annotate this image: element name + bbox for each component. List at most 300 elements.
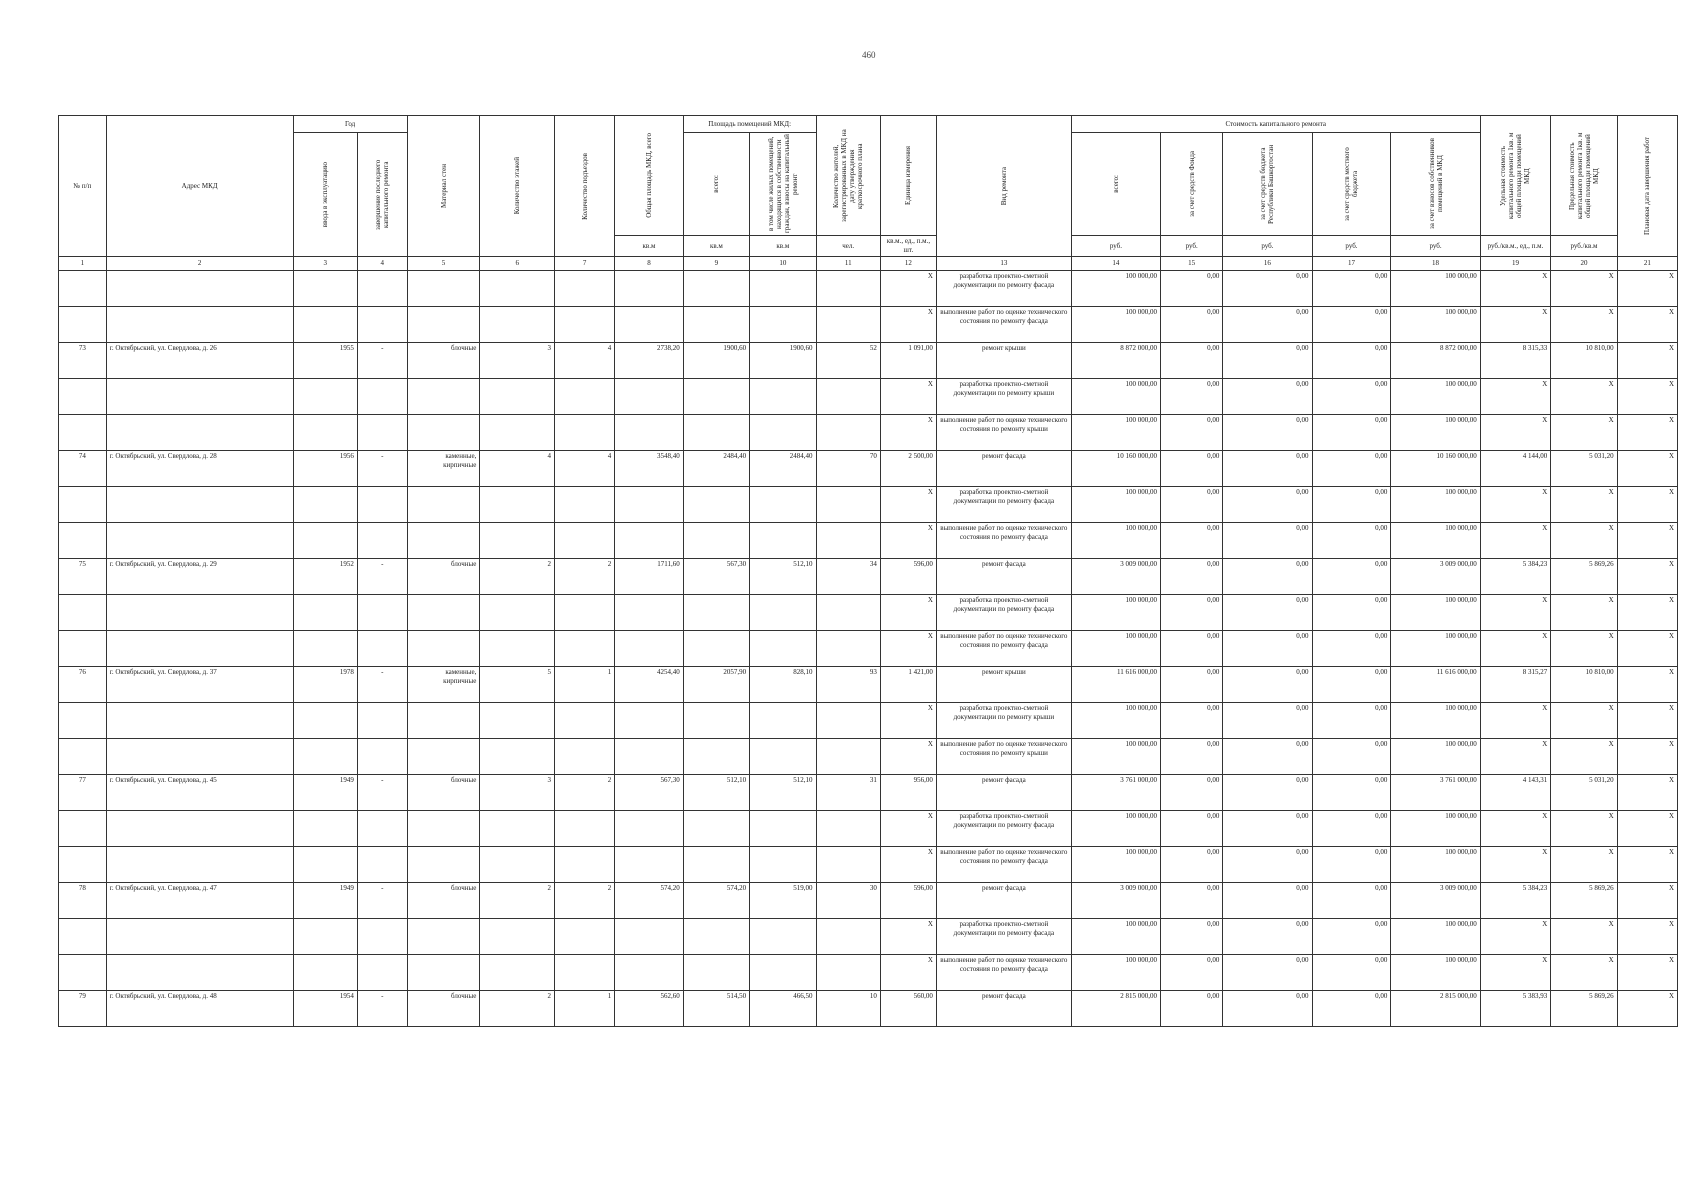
table-row [59, 883, 1678, 919]
cell-floors [480, 811, 555, 847]
cell-cost-fund: 0,00 [1161, 811, 1223, 847]
column-number: 14 [1071, 257, 1160, 271]
cell-area-total [683, 919, 749, 955]
cell-cost-total: 100 000,00 [1071, 595, 1160, 631]
cell-limit-cost: X [1551, 595, 1617, 631]
cell-limit-cost: 5 869,26 [1551, 883, 1617, 919]
cell-limit-cost: 5 869,26 [1551, 991, 1617, 1027]
cell-commissioning-year [293, 487, 357, 523]
cell-residents [816, 631, 880, 667]
cell-area-residential [750, 487, 816, 523]
cell-cost-owners: 11 616 000,00 [1391, 667, 1480, 703]
cell-unit-cost: X [1480, 919, 1551, 955]
cell-floors: 5 [480, 667, 555, 703]
unit-10: кв.м [750, 236, 816, 257]
column-number: 4 [357, 257, 407, 271]
cell-quantity: X [880, 703, 936, 739]
cell-unit-cost: X [1480, 487, 1551, 523]
cell-cost-fund: 0,00 [1161, 883, 1223, 919]
cell-entrances: 1 [555, 667, 615, 703]
cell-unit-cost: X [1480, 271, 1551, 307]
cell-planned-date: X [1617, 559, 1677, 595]
cell-cost-total: 100 000,00 [1071, 307, 1160, 343]
cell-floors [480, 415, 555, 451]
cell-cost-local: 0,00 [1312, 451, 1391, 487]
cell-area-residential: 2484,40 [750, 451, 816, 487]
cell-cost-fund: 0,00 [1161, 847, 1223, 883]
cell-planned-date: X [1617, 379, 1677, 415]
cell-total-area [615, 955, 683, 991]
cell-commissioning-year [293, 811, 357, 847]
cell-cost-total: 100 000,00 [1071, 703, 1160, 739]
cell-limit-cost: X [1551, 523, 1617, 559]
cell-cost-fund: 0,00 [1161, 559, 1223, 595]
cell-wall-material [407, 595, 480, 631]
cell-row-number: 77 [59, 775, 107, 811]
cell-residents [816, 703, 880, 739]
capital-repair-table [58, 115, 1678, 1027]
cell-area-total [683, 379, 749, 415]
cell-entrances: 2 [555, 883, 615, 919]
cell-floors [480, 487, 555, 523]
cell-row-number [59, 379, 107, 415]
cell-address: г. Октябрьский, ул. Свердлова, д. 48 [106, 991, 293, 1027]
cell-wall-material: каменные, кирпичные [407, 667, 480, 703]
cell-residents [816, 739, 880, 775]
cell-total-area [615, 379, 683, 415]
cell-cost-local: 0,00 [1312, 775, 1391, 811]
cell-row-number [59, 811, 107, 847]
cell-planned-date: X [1617, 919, 1677, 955]
cell-cost-fund: 0,00 [1161, 667, 1223, 703]
cell-row-number [59, 955, 107, 991]
cell-entrances [555, 271, 615, 307]
cell-repair-type: выполнение работ по оценке технического состояния по ремонту фасада [936, 955, 1071, 991]
cell-last-repair-year [357, 739, 407, 775]
cell-cost-owners: 3 009 000,00 [1391, 883, 1480, 919]
column-number: 20 [1551, 257, 1617, 271]
cell-cost-total: 100 000,00 [1071, 379, 1160, 415]
cell-planned-date: X [1617, 631, 1677, 667]
cell-total-area: 3548,40 [615, 451, 683, 487]
cell-quantity: 2 500,00 [880, 451, 936, 487]
cell-last-repair-year [357, 631, 407, 667]
cell-limit-cost: X [1551, 811, 1617, 847]
column-number: 21 [1617, 257, 1677, 271]
cell-planned-date: X [1617, 595, 1677, 631]
cell-residents [816, 811, 880, 847]
cell-cost-republic: 0,00 [1223, 811, 1312, 847]
cell-quantity: 596,00 [880, 559, 936, 595]
cell-cost-local: 0,00 [1312, 667, 1391, 703]
column-number: 3 [293, 257, 357, 271]
cell-cost-owners: 3 009 000,00 [1391, 559, 1480, 595]
cell-cost-local: 0,00 [1312, 811, 1391, 847]
cell-row-number [59, 307, 107, 343]
cell-cost-total: 100 000,00 [1071, 919, 1160, 955]
cell-wall-material: блочные [407, 991, 480, 1027]
cell-commissioning-year [293, 955, 357, 991]
cell-cost-republic: 0,00 [1223, 847, 1312, 883]
header-cost-owners: за счет взносов собственников помещений в МКД [1391, 133, 1480, 236]
cell-total-area [615, 487, 683, 523]
cell-unit-cost: X [1480, 811, 1551, 847]
header-address: Адрес МКД [106, 116, 293, 257]
column-number: 8 [615, 257, 683, 271]
cell-area-total: 2057,90 [683, 667, 749, 703]
table-row [59, 451, 1678, 487]
cell-cost-total: 100 000,00 [1071, 631, 1160, 667]
cell-address [106, 847, 293, 883]
column-number: 16 [1223, 257, 1312, 271]
cell-cost-republic: 0,00 [1223, 451, 1312, 487]
column-number: 6 [480, 257, 555, 271]
column-number: 11 [816, 257, 880, 271]
cell-limit-cost: X [1551, 631, 1617, 667]
cell-cost-republic: 0,00 [1223, 595, 1312, 631]
cell-row-number: 73 [59, 343, 107, 379]
cell-residents: 31 [816, 775, 880, 811]
cell-residents: 34 [816, 559, 880, 595]
cell-cost-local: 0,00 [1312, 883, 1391, 919]
cell-row-number [59, 631, 107, 667]
cell-cost-republic: 0,00 [1223, 523, 1312, 559]
cell-row-number [59, 523, 107, 559]
cell-residents [816, 523, 880, 559]
table-row [59, 523, 1678, 559]
column-number: 19 [1480, 257, 1551, 271]
cell-entrances [555, 379, 615, 415]
column-number: 17 [1312, 257, 1391, 271]
cell-planned-date: X [1617, 739, 1677, 775]
cell-cost-fund: 0,00 [1161, 955, 1223, 991]
cell-planned-date: X [1617, 847, 1677, 883]
cell-total-area: 1711,60 [615, 559, 683, 595]
table-row [59, 343, 1678, 379]
cell-cost-total: 3 009 000,00 [1071, 559, 1160, 595]
cell-wall-material: блочные [407, 343, 480, 379]
cell-commissioning-year: 1978 [293, 667, 357, 703]
cell-area-residential: 466,50 [750, 991, 816, 1027]
header-area-residential: в том числе жилых помещений, находящихся в собственности граждан, взносы на капитальный ремонт [750, 133, 816, 236]
cell-area-total: 514,50 [683, 991, 749, 1027]
cell-cost-fund: 0,00 [1161, 343, 1223, 379]
cell-unit-cost: 5 383,93 [1480, 991, 1551, 1027]
cell-area-residential: 512,10 [750, 559, 816, 595]
cell-area-total [683, 631, 749, 667]
cell-cost-total: 100 000,00 [1071, 955, 1160, 991]
cell-quantity: X [880, 811, 936, 847]
cell-unit-cost: X [1480, 307, 1551, 343]
cell-cost-owners: 100 000,00 [1391, 739, 1480, 775]
cell-address [106, 811, 293, 847]
cell-quantity: 956,00 [880, 775, 936, 811]
cell-unit-cost: 5 384,23 [1480, 883, 1551, 919]
cell-unit-cost: X [1480, 703, 1551, 739]
cell-limit-cost: X [1551, 703, 1617, 739]
cell-cost-total: 8 872 000,00 [1071, 343, 1160, 379]
cell-quantity: X [880, 847, 936, 883]
cell-entrances [555, 415, 615, 451]
cell-row-number [59, 739, 107, 775]
cell-address [106, 631, 293, 667]
cell-floors: 4 [480, 451, 555, 487]
unit-16: руб. [1223, 236, 1312, 257]
cell-unit-cost: 8 315,33 [1480, 343, 1551, 379]
column-number-row [59, 257, 1678, 271]
cell-entrances: 2 [555, 559, 615, 595]
cell-area-residential [750, 847, 816, 883]
cell-cost-local: 0,00 [1312, 595, 1391, 631]
cell-floors: 2 [480, 883, 555, 919]
cell-cost-owners: 100 000,00 [1391, 487, 1480, 523]
cell-cost-local: 0,00 [1312, 739, 1391, 775]
cell-residents [816, 919, 880, 955]
cell-row-number: 74 [59, 451, 107, 487]
cell-planned-date: X [1617, 343, 1677, 379]
cell-area-total [683, 307, 749, 343]
cell-cost-local: 0,00 [1312, 631, 1391, 667]
cell-row-number [59, 703, 107, 739]
cell-cost-owners: 8 872 000,00 [1391, 343, 1480, 379]
cell-entrances [555, 487, 615, 523]
cell-last-repair-year: - [357, 559, 407, 595]
header-area-total: всего: [683, 133, 749, 236]
cell-limit-cost: 5 869,26 [1551, 559, 1617, 595]
cell-cost-republic: 0,00 [1223, 667, 1312, 703]
cell-address: г. Октябрьский, ул. Свердлова, д. 45 [106, 775, 293, 811]
cell-repair-type: разработка проектно-сметной документации по ремонту фасада [936, 271, 1071, 307]
cell-quantity: X [880, 523, 936, 559]
cell-cost-owners: 100 000,00 [1391, 595, 1480, 631]
cell-commissioning-year [293, 379, 357, 415]
cell-cost-total: 100 000,00 [1071, 811, 1160, 847]
cell-last-repair-year [357, 523, 407, 559]
table-row [59, 487, 1678, 523]
cell-cost-total: 3 761 000,00 [1071, 775, 1160, 811]
cell-planned-date: X [1617, 415, 1677, 451]
cell-total-area [615, 523, 683, 559]
cell-entrances [555, 739, 615, 775]
cell-unit-cost: 4 143,31 [1480, 775, 1551, 811]
table-row [59, 667, 1678, 703]
table-row [59, 847, 1678, 883]
cell-limit-cost: X [1551, 739, 1617, 775]
cell-repair-type: разработка проектно-сметной документации по ремонту крыши [936, 703, 1071, 739]
cell-cost-fund: 0,00 [1161, 703, 1223, 739]
cell-area-residential [750, 811, 816, 847]
cell-last-repair-year [357, 415, 407, 451]
cell-row-number [59, 271, 107, 307]
cell-area-residential: 1900,60 [750, 343, 816, 379]
cell-quantity: X [880, 739, 936, 775]
cell-row-number: 76 [59, 667, 107, 703]
cell-repair-type: разработка проектно-сметной документации по ремонту фасада [936, 487, 1071, 523]
cell-cost-local: 0,00 [1312, 559, 1391, 595]
cell-cost-republic: 0,00 [1223, 487, 1312, 523]
cell-floors [480, 307, 555, 343]
cell-quantity: X [880, 595, 936, 631]
cell-entrances: 1 [555, 991, 615, 1027]
cell-cost-owners: 100 000,00 [1391, 847, 1480, 883]
column-number: 13 [936, 257, 1071, 271]
cell-cost-fund: 0,00 [1161, 487, 1223, 523]
cell-wall-material [407, 307, 480, 343]
cell-repair-type: выполнение работ по оценке технического состояния по ремонту фасада [936, 523, 1071, 559]
cell-area-residential [750, 919, 816, 955]
table-row [59, 415, 1678, 451]
cell-commissioning-year: 1955 [293, 343, 357, 379]
cell-cost-fund: 0,00 [1161, 991, 1223, 1027]
cell-cost-owners: 100 000,00 [1391, 523, 1480, 559]
cell-address [106, 919, 293, 955]
cell-quantity: X [880, 955, 936, 991]
cell-cost-total: 3 009 000,00 [1071, 883, 1160, 919]
cell-row-number: 75 [59, 559, 107, 595]
cell-wall-material [407, 955, 480, 991]
cell-residents [816, 595, 880, 631]
cell-wall-material [407, 415, 480, 451]
cell-last-repair-year: - [357, 451, 407, 487]
cell-area-total [683, 595, 749, 631]
table-row [59, 631, 1678, 667]
cell-unit-cost: X [1480, 739, 1551, 775]
cell-cost-owners: 10 160 000,00 [1391, 451, 1480, 487]
cell-commissioning-year: 1956 [293, 451, 357, 487]
cell-limit-cost: 5 031,20 [1551, 775, 1617, 811]
cell-cost-republic: 0,00 [1223, 415, 1312, 451]
cell-floors [480, 271, 555, 307]
column-number: 15 [1161, 257, 1223, 271]
cell-cost-local: 0,00 [1312, 523, 1391, 559]
cell-cost-local: 0,00 [1312, 919, 1391, 955]
cell-area-residential [750, 595, 816, 631]
header-entrances: Количество подъездов [555, 116, 615, 257]
cell-cost-owners: 100 000,00 [1391, 811, 1480, 847]
cell-cost-republic: 0,00 [1223, 631, 1312, 667]
cell-commissioning-year [293, 307, 357, 343]
column-number: 2 [106, 257, 293, 271]
cell-unit-cost: X [1480, 595, 1551, 631]
column-number: 12 [880, 257, 936, 271]
cell-cost-total: 100 000,00 [1071, 847, 1160, 883]
cell-cost-republic: 0,00 [1223, 955, 1312, 991]
cell-cost-republic: 0,00 [1223, 703, 1312, 739]
table-row [59, 703, 1678, 739]
cell-total-area [615, 271, 683, 307]
cell-residents: 10 [816, 991, 880, 1027]
cell-cost-owners: 2 815 000,00 [1391, 991, 1480, 1027]
cell-wall-material [407, 847, 480, 883]
cell-last-repair-year [357, 955, 407, 991]
cell-area-residential [750, 631, 816, 667]
cell-address [106, 271, 293, 307]
cell-total-area [615, 415, 683, 451]
cell-entrances: 4 [555, 343, 615, 379]
column-number: 5 [407, 257, 480, 271]
cell-cost-republic: 0,00 [1223, 739, 1312, 775]
cell-entrances [555, 847, 615, 883]
cell-cost-owners: 100 000,00 [1391, 703, 1480, 739]
cell-row-number: 78 [59, 883, 107, 919]
cell-repair-type: ремонт фасада [936, 451, 1071, 487]
unit-19: руб./кв.м., ед., п.м. [1480, 236, 1551, 257]
cell-limit-cost: X [1551, 919, 1617, 955]
cell-address [106, 739, 293, 775]
cell-cost-republic: 0,00 [1223, 919, 1312, 955]
cell-residents [816, 379, 880, 415]
cell-commissioning-year [293, 595, 357, 631]
cell-entrances [555, 811, 615, 847]
cell-commissioning-year [293, 271, 357, 307]
cell-area-total: 574,20 [683, 883, 749, 919]
cell-cost-local: 0,00 [1312, 343, 1391, 379]
header-planned-date: Плановая дата завершения работ [1617, 116, 1677, 257]
cell-area-residential [750, 523, 816, 559]
cell-total-area: 567,30 [615, 775, 683, 811]
cell-area-residential [750, 415, 816, 451]
cell-area-residential [750, 307, 816, 343]
cell-address [106, 307, 293, 343]
cell-area-total [683, 955, 749, 991]
cell-cost-total: 2 815 000,00 [1071, 991, 1160, 1027]
cell-last-repair-year [357, 271, 407, 307]
cell-repair-type: разработка проектно-сметной документации по ремонту фасада [936, 811, 1071, 847]
cell-cost-fund: 0,00 [1161, 739, 1223, 775]
cell-entrances: 2 [555, 775, 615, 811]
cell-floors: 3 [480, 775, 555, 811]
cell-planned-date: X [1617, 307, 1677, 343]
cell-area-total: 567,30 [683, 559, 749, 595]
unit-11: чел. [816, 236, 880, 257]
cell-commissioning-year [293, 919, 357, 955]
cell-planned-date: X [1617, 775, 1677, 811]
cell-unit-cost: X [1480, 523, 1551, 559]
cell-total-area: 2738,20 [615, 343, 683, 379]
cell-commissioning-year [293, 847, 357, 883]
cell-last-repair-year [357, 811, 407, 847]
header-floors: Количество этажей [480, 116, 555, 257]
cell-cost-total: 10 160 000,00 [1071, 451, 1160, 487]
page-number: 460 [862, 50, 876, 60]
cell-cost-local: 0,00 [1312, 415, 1391, 451]
cell-repair-type: ремонт фасада [936, 883, 1071, 919]
column-number: 18 [1391, 257, 1480, 271]
cell-commissioning-year: 1949 [293, 775, 357, 811]
cell-limit-cost: X [1551, 307, 1617, 343]
cell-area-residential [750, 271, 816, 307]
cell-limit-cost: X [1551, 487, 1617, 523]
cell-cost-total: 11 616 000,00 [1071, 667, 1160, 703]
cell-wall-material: блочные [407, 775, 480, 811]
cell-repair-type: выполнение работ по оценке технического состояния по ремонту фасада [936, 307, 1071, 343]
header-unit-cost: Удельная стоимость капитального ремонта 1кв. м общей площади помещений МКД [1480, 116, 1551, 236]
cell-last-repair-year: - [357, 883, 407, 919]
cell-limit-cost: 5 031,20 [1551, 451, 1617, 487]
cell-cost-republic: 0,00 [1223, 271, 1312, 307]
cell-cost-owners: 100 000,00 [1391, 415, 1480, 451]
cell-commissioning-year [293, 703, 357, 739]
cell-cost-fund: 0,00 [1161, 271, 1223, 307]
cell-residents: 30 [816, 883, 880, 919]
cell-cost-fund: 0,00 [1161, 631, 1223, 667]
cell-wall-material [407, 271, 480, 307]
cell-residents: 70 [816, 451, 880, 487]
cell-cost-owners: 100 000,00 [1391, 919, 1480, 955]
cell-total-area [615, 847, 683, 883]
cell-row-number [59, 847, 107, 883]
cell-cost-total: 100 000,00 [1071, 487, 1160, 523]
